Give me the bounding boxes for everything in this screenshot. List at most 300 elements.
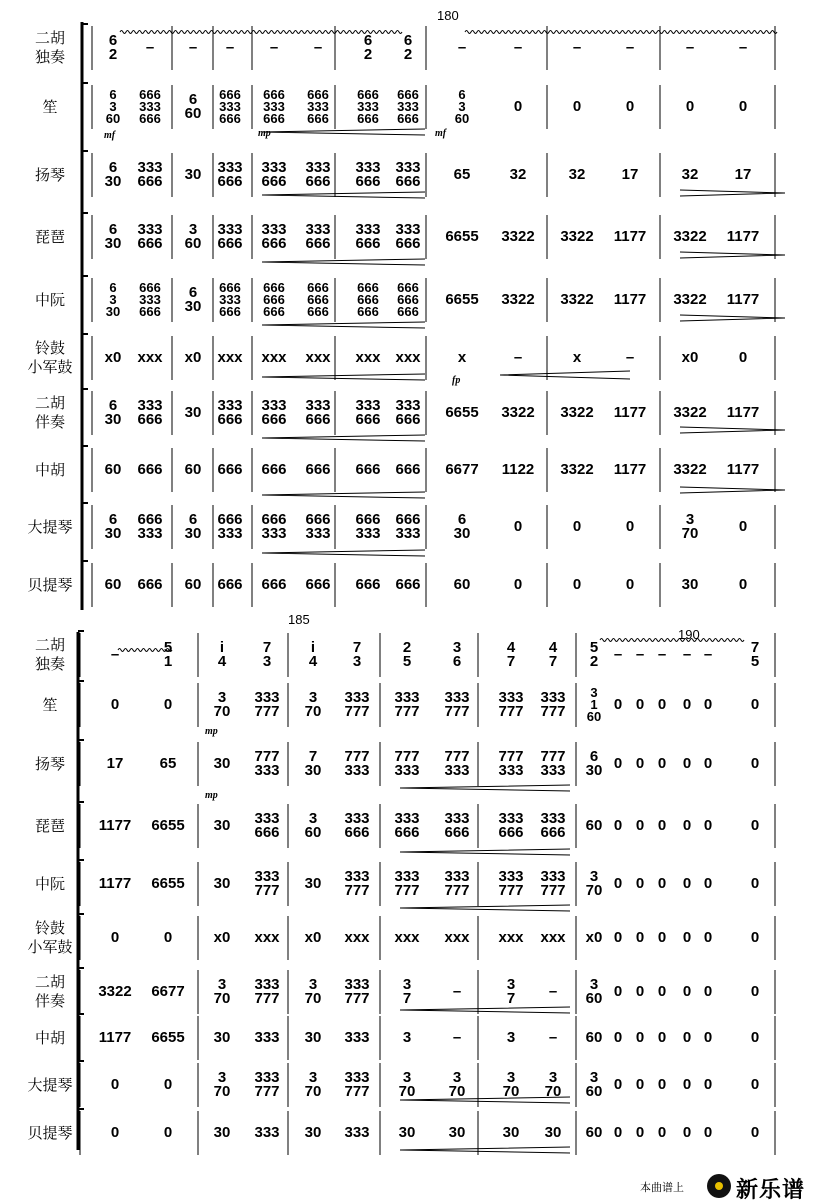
note-cell: – — [452, 983, 462, 1000]
note-cell: – — [188, 39, 198, 56]
instrument-label-line: 琵琶 — [34, 816, 65, 835]
note-cell: 333 666 — [344, 810, 370, 841]
dynamic-mark: mp — [205, 790, 218, 801]
crescendo-hairpin — [262, 259, 425, 265]
decrescendo-hairpin — [680, 487, 785, 493]
note-cell: 3322 — [98, 983, 132, 1000]
note-cell: 333 666 — [217, 397, 243, 428]
note-cell: 333 777 — [394, 868, 420, 899]
note-cell: – — [572, 39, 582, 56]
note-cell: 333 777 — [444, 868, 470, 899]
note-cell: 0 — [513, 576, 523, 593]
note-cell: 0 — [513, 518, 523, 535]
note-cell: 333 666 — [498, 810, 524, 841]
note-cell: 3322 — [560, 404, 594, 421]
dynamic-mark: mp — [258, 128, 271, 139]
instrument-label-line: 扬琴 — [34, 754, 65, 773]
note-cell: 6677 — [445, 461, 479, 478]
note-cell: 4 7 — [506, 639, 516, 670]
note-cell: 6 2 — [363, 32, 373, 63]
note-cell: 666 — [217, 461, 243, 478]
instrument-label-line: 二胡 — [34, 29, 65, 47]
note-cell: 60 — [585, 1124, 603, 1141]
note-cell: 333 666 — [137, 159, 163, 190]
note-cell: 65 — [159, 755, 177, 772]
note-cell: 0 — [110, 696, 120, 713]
note-cell: 3 60 — [585, 976, 603, 1007]
note-cell: 666 — [137, 461, 163, 478]
note-cell: 0 — [703, 755, 713, 772]
note-cell: 1177 — [98, 1029, 132, 1046]
note-cell: – — [682, 646, 692, 663]
note-cell: 30 — [184, 404, 202, 421]
instrument-label-line: 中胡 — [34, 460, 65, 479]
note-cell: 666 333 — [261, 511, 287, 542]
crescendo-hairpin — [400, 849, 570, 855]
note-cell: xxx — [217, 349, 243, 366]
note-cell: 6 30 — [184, 284, 202, 315]
note-cell: 1177 — [726, 228, 760, 245]
note-cell: 666 666 666 — [263, 280, 285, 319]
note-cell: 30 — [304, 1124, 322, 1141]
note-cell: 60 — [184, 576, 202, 593]
note-cell: 333 666 — [395, 159, 421, 190]
note-cell: 0 — [572, 518, 582, 535]
note-cell: 0 — [750, 1124, 760, 1141]
note-cell: 0 — [750, 875, 760, 892]
note-cell: 333 777 — [254, 1069, 280, 1100]
crescendo-hairpin — [400, 905, 570, 911]
measure-number-185: 185 — [288, 612, 310, 627]
note-cell: – — [452, 1029, 462, 1046]
note-cell: 333 — [344, 1029, 370, 1046]
note-cell: 333 777 — [344, 868, 370, 899]
note-cell: 333 777 — [498, 868, 524, 899]
note-cell: 3 60 — [585, 1069, 603, 1100]
note-cell: 60 — [453, 576, 471, 593]
note-cell: – — [457, 39, 467, 56]
note-cell: 6 30 — [104, 397, 122, 428]
note-cell: 0 — [750, 696, 760, 713]
note-cell: 777 333 — [540, 748, 566, 779]
note-cell: xxx — [444, 929, 470, 946]
note-cell: 333 666 — [540, 810, 566, 841]
note-cell: 30 — [448, 1124, 466, 1141]
instrument-label — [0, 228, 100, 247]
note-cell: 0 — [657, 696, 667, 713]
measure-number-180: 180 — [437, 8, 459, 23]
note-cell: 0 — [625, 576, 635, 593]
note-cell: 3 6 — [452, 639, 462, 670]
note-cell: 32 — [568, 166, 586, 183]
note-cell: 666 666 666 — [307, 280, 329, 319]
note-cell: 666 333 666 — [357, 87, 379, 126]
instrument-label — [0, 576, 100, 595]
note-cell: 6 3 30 — [105, 280, 121, 319]
note-cell: 333 666 — [395, 397, 421, 428]
note-cell: 333 666 — [305, 159, 331, 190]
note-cell: 30 — [304, 875, 322, 892]
instrument-label — [0, 98, 100, 117]
crescendo-hairpin — [400, 785, 570, 791]
note-cell: 666 333 — [355, 511, 381, 542]
note-cell: 333 777 — [498, 689, 524, 720]
note-cell: 0 — [703, 817, 713, 834]
note-cell: 0 — [625, 98, 635, 115]
note-cell: 0 — [657, 983, 667, 1000]
note-cell: 6 2 — [403, 32, 413, 63]
note-cell: – — [703, 646, 713, 663]
note-cell: x0 — [213, 929, 231, 946]
note-cell: 7 3 — [352, 639, 362, 670]
note-cell: 30 — [681, 576, 699, 593]
crescendo-hairpin — [262, 492, 425, 498]
note-cell: x0 — [184, 349, 202, 366]
crescendo-hairpin — [400, 1147, 570, 1153]
note-cell: 0 — [635, 983, 645, 1000]
note-cell: 1177 — [726, 461, 760, 478]
instrument-label-line: 中胡 — [34, 1028, 65, 1047]
note-cell: 333 666 — [261, 221, 287, 252]
note-cell: 0 — [613, 983, 623, 1000]
note-cell: 666 333 666 — [397, 87, 419, 126]
footer-note: 本曲谱上 — [640, 1181, 684, 1194]
note-cell: 60 — [585, 817, 603, 834]
note-cell: – — [225, 39, 235, 56]
decrescendo-hairpin — [680, 252, 785, 258]
note-cell: 32 — [509, 166, 527, 183]
note-cell: 17 — [106, 755, 124, 772]
note-cell: 0 — [635, 1076, 645, 1093]
note-cell: 30 — [213, 875, 231, 892]
instrument-label — [0, 973, 100, 1011]
note-cell: – — [110, 646, 120, 663]
note-cell: 30 — [213, 817, 231, 834]
note-cell: 0 — [657, 929, 667, 946]
note-cell: 6 60 — [184, 91, 202, 122]
note-cell: 666 — [355, 461, 381, 478]
note-cell: 6 30 — [453, 511, 471, 542]
note-cell: 3 7 — [506, 976, 516, 1007]
note-cell: 0 — [682, 1124, 692, 1141]
note-cell: 3322 — [501, 291, 535, 308]
instrument-label — [0, 461, 100, 480]
note-cell: – — [513, 349, 523, 366]
note-cell: 0 — [657, 1076, 667, 1093]
note-cell: – — [145, 39, 155, 56]
note-cell: 3 — [402, 1029, 412, 1046]
crescendo-hairpin — [400, 1007, 570, 1013]
note-cell: 5 1 — [163, 639, 173, 670]
note-cell: 30 — [213, 1124, 231, 1141]
note-cell: 0 — [703, 1076, 713, 1093]
trill-line — [600, 639, 744, 642]
note-cell: 3 70 — [585, 868, 603, 899]
trill-line — [465, 31, 777, 34]
note-cell: 30 — [184, 166, 202, 183]
note-cell: 3322 — [560, 228, 594, 245]
note-cell: 3322 — [673, 461, 707, 478]
note-cell: 333 666 — [355, 221, 381, 252]
note-cell: 0 — [635, 875, 645, 892]
note-cell: xxx — [305, 349, 331, 366]
note-cell: 0 — [110, 929, 120, 946]
note-cell: 333 777 — [344, 1069, 370, 1100]
note-cell: 3322 — [673, 228, 707, 245]
dynamic-mark: mp — [205, 726, 218, 737]
note-cell: 1177 — [613, 461, 647, 478]
instrument-label — [0, 394, 100, 432]
note-cell: 0 — [613, 875, 623, 892]
note-cell: 1177 — [613, 291, 647, 308]
instrument-label — [0, 919, 100, 957]
note-cell: 333 666 — [355, 397, 381, 428]
note-cell: 0 — [750, 983, 760, 1000]
note-cell: 3322 — [501, 228, 535, 245]
note-cell: 666 333 — [137, 511, 163, 542]
note-cell: 2 5 — [402, 639, 412, 670]
note-cell: 333 777 — [444, 689, 470, 720]
note-cell: 333 777 — [540, 868, 566, 899]
instrument-label-line: 扬琴 — [34, 165, 65, 184]
brand-name: 新乐谱 — [736, 1178, 806, 1203]
note-cell: 333 666 — [305, 221, 331, 252]
trill-line — [120, 31, 402, 34]
note-cell: 6 30 — [104, 511, 122, 542]
dynamic-mark: mf — [435, 128, 447, 139]
note-cell: 666 — [137, 576, 163, 593]
note-cell: 0 — [513, 98, 523, 115]
note-cell: – — [685, 39, 695, 56]
note-cell: 1177 — [98, 817, 132, 834]
note-cell: 1177 — [613, 404, 647, 421]
note-cell: 333 666 — [261, 397, 287, 428]
instrument-label-line: 独奏 — [34, 48, 65, 66]
note-cell: 666 333 666 — [307, 87, 329, 126]
note-cell: 3 70 — [213, 1069, 231, 1100]
note-cell: 7 5 — [750, 639, 760, 670]
note-cell: 17 — [621, 166, 639, 183]
note-cell: 30 — [398, 1124, 416, 1141]
note-cell: 666 333 666 — [219, 280, 241, 319]
note-cell: 333 666 — [395, 221, 421, 252]
note-cell: 0 — [635, 929, 645, 946]
note-cell: – — [738, 39, 748, 56]
note-cell: 6655 — [151, 817, 185, 834]
note-cell: 0 — [613, 696, 623, 713]
note-cell: 333 — [254, 1029, 280, 1046]
note-cell: 3322 — [673, 404, 707, 421]
note-cell: 0 — [163, 1124, 173, 1141]
crescendo-hairpin — [500, 371, 630, 379]
note-cell: 0 — [635, 1124, 645, 1141]
instrument-label-line: 伴奏 — [34, 413, 65, 431]
note-cell: xxx — [254, 929, 280, 946]
instrument-label — [0, 817, 100, 836]
note-cell: 666 — [395, 576, 421, 593]
note-cell: 0 — [163, 696, 173, 713]
note-cell: 6 30 — [104, 159, 122, 190]
note-cell: 6 2 — [108, 32, 118, 63]
note-cell: 333 666 — [355, 159, 381, 190]
note-cell: 3 60 — [184, 221, 202, 252]
note-cell: x0 — [104, 349, 122, 366]
note-cell: 666 — [217, 576, 243, 593]
note-cell: 0 — [613, 1076, 623, 1093]
note-cell: xxx — [395, 349, 421, 366]
note-cell: 30 — [213, 1029, 231, 1046]
note-cell: 0 — [635, 817, 645, 834]
note-cell: 0 — [685, 98, 695, 115]
note-cell: 666 — [395, 461, 421, 478]
note-cell: 0 — [110, 1076, 120, 1093]
instrument-label-line: 琵琶 — [34, 227, 65, 246]
note-cell: 0 — [682, 755, 692, 772]
note-cell: 3 70 — [681, 511, 699, 542]
note-cell: 0 — [572, 98, 582, 115]
note-cell: 0 — [682, 875, 692, 892]
note-cell: 6 30 — [585, 748, 603, 779]
note-cell: xxx — [498, 929, 524, 946]
note-cell: 65 — [453, 166, 471, 183]
note-cell: 666 333 666 — [139, 280, 161, 319]
note-cell: 3 70 — [398, 1069, 416, 1100]
note-cell: xxx — [394, 929, 420, 946]
instrument-label-line: 铃鼓 — [34, 919, 65, 937]
instrument-label-line: 贝提琴 — [27, 575, 73, 594]
note-cell: – — [613, 646, 623, 663]
note-cell: 333 — [344, 1124, 370, 1141]
note-cell: 333 666 — [137, 221, 163, 252]
note-cell: 3 — [506, 1029, 516, 1046]
note-cell: 6655 — [445, 404, 479, 421]
instrument-label — [0, 518, 100, 537]
note-cell: – — [313, 39, 323, 56]
note-cell: 6 3 60 — [454, 87, 470, 126]
note-cell: 1177 — [98, 875, 132, 892]
crescendo-hairpin — [262, 129, 425, 135]
note-cell: 3 70 — [304, 1069, 322, 1100]
instrument-label — [0, 1076, 100, 1095]
note-cell: 0 — [750, 1029, 760, 1046]
note-cell: 666 666 666 — [397, 280, 419, 319]
note-cell: 3322 — [560, 291, 594, 308]
crescendo-hairpin — [262, 322, 425, 328]
crescendo-hairpin — [262, 374, 425, 380]
note-cell: 666 — [305, 461, 331, 478]
instrument-label-line: 笙 — [42, 97, 58, 116]
crescendo-hairpin — [262, 192, 425, 198]
note-cell: 0 — [738, 349, 748, 366]
note-cell: 30 — [502, 1124, 520, 1141]
note-cell: 666 — [305, 576, 331, 593]
note-cell: x — [572, 349, 582, 366]
note-cell: 333 666 — [137, 397, 163, 428]
note-cell: 0 — [703, 696, 713, 713]
note-cell: 0 — [657, 875, 667, 892]
footer-watermark — [640, 1172, 830, 1203]
note-cell: 0 — [613, 755, 623, 772]
instrument-label — [0, 291, 100, 310]
note-cell: 3 70 — [502, 1069, 520, 1100]
instrument-label-line: 小军鼓 — [27, 938, 73, 956]
note-cell: 3 70 — [448, 1069, 466, 1100]
note-cell: 6655 — [151, 875, 185, 892]
note-cell: 6 30 — [184, 511, 202, 542]
decrescendo-hairpin — [680, 427, 785, 433]
note-cell: 6655 — [445, 291, 479, 308]
note-cell: – — [635, 646, 645, 663]
instrument-label — [0, 696, 100, 715]
note-cell: 666 333 — [305, 511, 331, 542]
instrument-label-line: 伴奏 — [34, 992, 65, 1010]
instrument-label-line: 独奏 — [34, 655, 65, 673]
note-cell: 6 30 — [104, 221, 122, 252]
note-cell: 3 70 — [304, 976, 322, 1007]
note-cell: 3 7 — [402, 976, 412, 1007]
note-cell: xxx — [540, 929, 566, 946]
dynamic-mark: fp — [452, 375, 461, 386]
note-cell: 0 — [682, 1029, 692, 1046]
note-cell: 3 70 — [213, 689, 231, 720]
decrescendo-hairpin — [680, 315, 785, 321]
note-cell: 0 — [613, 929, 623, 946]
note-cell: 0 — [657, 1124, 667, 1141]
note-cell: 1177 — [726, 291, 760, 308]
note-cell: x0 — [681, 349, 699, 366]
instrument-label — [0, 29, 100, 67]
instrument-label-line: 二胡 — [34, 636, 65, 654]
note-cell: 0 — [572, 576, 582, 593]
note-cell: 333 — [254, 1124, 280, 1141]
note-cell: 666 666 666 — [357, 280, 379, 319]
record-logo-icon — [707, 1174, 731, 1198]
note-cell: 0 — [682, 1076, 692, 1093]
instrument-label — [0, 755, 100, 774]
note-cell: 333 777 — [344, 976, 370, 1007]
note-cell: 777 333 — [394, 748, 420, 779]
instrument-label — [0, 339, 100, 377]
note-cell: xxx — [355, 349, 381, 366]
note-cell: 0 — [682, 817, 692, 834]
note-cell: i 4 — [217, 639, 227, 670]
note-cell: 0 — [682, 696, 692, 713]
note-cell: 6 3 60 — [105, 87, 121, 126]
measure-number-190: 190 — [678, 627, 700, 642]
instrument-label-line: 笙 — [42, 695, 58, 714]
note-cell: i 4 — [308, 639, 318, 670]
note-cell: 666 — [261, 461, 287, 478]
note-cell: 0 — [635, 696, 645, 713]
note-cell: 0 — [657, 1029, 667, 1046]
note-cell: 333 666 — [305, 397, 331, 428]
note-cell: x0 — [585, 929, 603, 946]
note-cell: 3 60 — [304, 810, 322, 841]
note-cell: 0 — [703, 1029, 713, 1046]
note-cell: 333 666 — [444, 810, 470, 841]
note-cell: 333 666 — [261, 159, 287, 190]
note-cell: 0 — [703, 929, 713, 946]
note-cell: 666 333 666 — [263, 87, 285, 126]
note-cell: 0 — [635, 755, 645, 772]
note-cell: 333 777 — [540, 689, 566, 720]
note-cell: 3322 — [560, 461, 594, 478]
note-cell: – — [548, 1029, 558, 1046]
note-cell: 0 — [750, 929, 760, 946]
note-cell: 666 333 666 — [139, 87, 161, 126]
note-cell: 0 — [750, 1076, 760, 1093]
note-cell: 1122 — [501, 461, 535, 478]
